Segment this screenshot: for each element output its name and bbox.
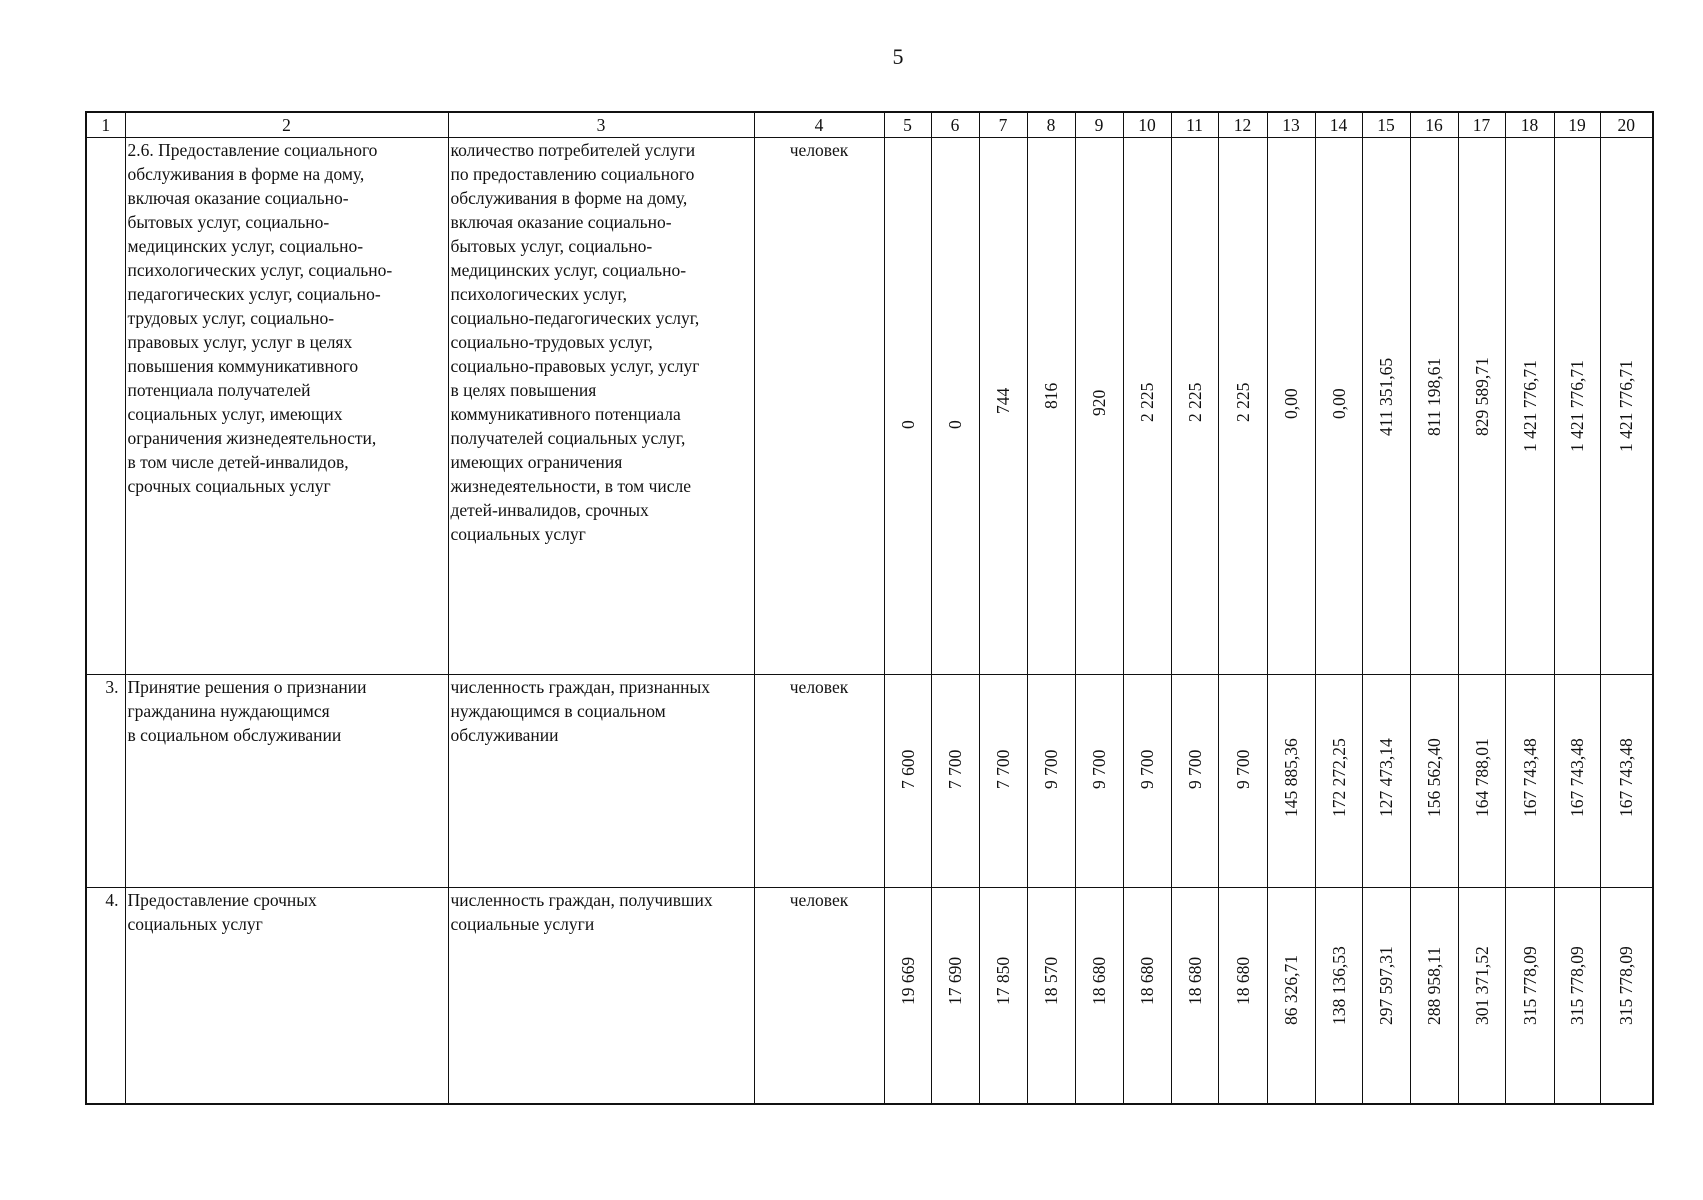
value-text: 18 680 [1232,956,1253,1005]
value-text: 297 597,31 [1376,945,1396,1025]
value-text: 156 562,40 [1424,738,1444,817]
value-text: 1 421 776,71 [1567,360,1587,452]
col-header: 6 [931,112,979,138]
value-cell [931,888,979,1104]
service-name-line: ограничения жизнедеятельности, [127,428,377,448]
value-text: 127 473,14 [1376,738,1396,817]
value-cell [1600,888,1653,1104]
table-row [86,888,1653,1104]
value-cell [884,675,931,888]
value-cell [1267,888,1315,1104]
service-name-line: включая оказание социально- [127,188,349,208]
col-header: 11 [1171,112,1218,138]
indicator-line: социально-правовых услуг, услуг [450,356,700,376]
service-name-line: гражданина нуждающимся [127,701,330,721]
value-cell [1458,675,1505,888]
value-text: 138 136,53 [1328,945,1349,1025]
value-text: 816 [1041,382,1061,409]
service-name-line: потенциала получателей [127,380,311,400]
indicator-line: имеющих ограничения [450,452,623,472]
service-name-line: в социальном обслуживании [127,725,342,745]
value-text: 829 589,71 [1471,357,1492,436]
service-name-line: правовых услуг, услуг в целях [127,332,353,352]
service-name [125,675,448,888]
value-cell [1600,675,1653,888]
service-name-line: социальных услуг, имеющих [127,404,343,424]
value-text: 7 600 [897,749,918,789]
value-text: 2 225 [1232,382,1253,422]
value-cell [979,888,1027,1104]
value-text: 19 669 [897,956,918,1005]
indicator-name [448,675,754,888]
col-header: 12 [1218,112,1267,138]
service-name-line: срочных социальных услуг [127,476,331,496]
value-cell [884,888,931,1104]
value-text: 17 690 [945,956,965,1005]
col-header: 15 [1362,112,1410,138]
value-cell [979,138,1027,675]
value-text: 7 700 [945,749,965,789]
col-header: 4 [754,112,884,138]
indicator-name [448,138,754,675]
indicator-name [448,888,754,1104]
table-row [86,675,1653,888]
value-cell [1027,675,1075,888]
value-text: 18 680 [1089,956,1109,1005]
value-cell [1123,138,1171,675]
value-cell [1362,675,1410,888]
unit-of-measure: человек [754,675,884,888]
value-text: 411 351,65 [1376,357,1396,436]
value-text: 18 570 [1041,956,1061,1005]
value-cell [1505,888,1554,1104]
value-cell [1123,888,1171,1104]
value-cell [1171,138,1218,675]
page-number: 5 [892,44,904,69]
value-cell [1410,675,1458,888]
value-cell [1218,888,1267,1104]
col-header: 9 [1075,112,1123,138]
indicator-line: психологических услуг, [450,284,627,304]
service-name-line: Предоставление срочных [127,890,317,910]
value-cell [1554,888,1600,1104]
indicator-line: нуждающимся в социальном [450,701,666,721]
value-cell [884,138,931,675]
value-text: 17 850 [993,956,1013,1005]
value-cell [1075,675,1123,888]
value-text: 1 421 776,71 [1519,360,1540,452]
col-header: 20 [1600,112,1653,138]
value-text: 315 778,09 [1616,945,1637,1025]
value-cell [1410,888,1458,1104]
value-text: 167 743,48 [1519,738,1540,817]
indicator-line: численность граждан, получивших [450,890,713,910]
indicator-line: количество потребителей услуги [450,140,696,160]
value-text: 18 680 [1137,956,1157,1005]
value-cell [1315,675,1362,888]
service-name-line: медицинских услуг, социально- [127,236,364,256]
value-text: 7 700 [993,749,1013,789]
indicator-line: жизнедеятельности, в том числе [450,476,692,496]
indicator-line: социально-педагогических услуг, [450,308,700,328]
value-cell [1458,888,1505,1104]
col-header: 1 [86,112,125,138]
indicator-line: в целях повышения [450,380,597,400]
service-name [125,888,448,1104]
service-name [125,138,448,675]
indicator-line: получателей социальных услуг, [450,428,686,448]
indicator-line: социальные услуги [450,914,595,934]
value-cell [1458,138,1505,675]
value-cell [1027,138,1075,675]
indicator-line: численность граждан, признанных [450,677,710,697]
indicator-line: бытовых услуг, социально- [450,236,653,256]
row-number: 4. [86,888,125,1104]
col-header: 7 [979,112,1027,138]
value-text: 811 198,61 [1424,357,1444,436]
indicator-line: социальных услуг [450,524,586,544]
value-text: 744 [993,387,1013,414]
value-text: 315 778,09 [1567,945,1587,1025]
value-cell [1171,888,1218,1104]
value-text: 315 778,09 [1519,945,1540,1025]
value-text: 164 788,01 [1471,738,1492,817]
value-cell [1315,888,1362,1104]
indicator-line: социально-трудовых услуг, [450,332,653,352]
value-cell [1267,675,1315,888]
value-cell [1075,888,1123,1104]
value-text: 0 [897,420,918,429]
value-cell [931,675,979,888]
value-text: 86 326,71 [1281,954,1301,1025]
indicator-line: обслуживании [450,725,559,745]
value-text: 288 958,11 [1424,946,1444,1025]
col-header: 8 [1027,112,1075,138]
value-text: 301 371,52 [1471,945,1492,1025]
value-text: 145 885,36 [1281,738,1301,817]
value-cell [1600,138,1653,675]
col-header: 14 [1315,112,1362,138]
service-name-line: психологических услуг, социально- [127,260,393,280]
value-text: 0,00 [1281,388,1301,419]
indicator-line: включая оказание социально- [450,212,672,232]
service-name-line: обслуживания в форме на дому, [127,164,365,184]
value-text: 9 700 [1184,749,1205,789]
value-cell [931,138,979,675]
value-cell [1315,138,1362,675]
value-cell [1171,675,1218,888]
col-header: 19 [1554,112,1600,138]
col-header: 2 [125,112,448,138]
indicator-line: коммуникативного потенциала [450,404,681,424]
value-text: 9 700 [1232,749,1253,789]
value-text: 0 [945,420,965,429]
value-cell [1027,888,1075,1104]
row-number [86,138,125,675]
col-header: 13 [1267,112,1315,138]
value-cell [1362,888,1410,1104]
value-cell [979,675,1027,888]
unit-of-measure: человек [754,138,884,675]
value-cell [1218,138,1267,675]
col-header: 5 [884,112,931,138]
services-table [85,111,1654,1105]
column-number-row [86,112,1653,138]
service-name-line: в том числе детей-инвалидов, [127,452,349,472]
value-text: 0,00 [1328,388,1349,419]
col-header: 3 [448,112,754,138]
value-cell [1554,675,1600,888]
col-header: 10 [1123,112,1171,138]
value-cell [1410,138,1458,675]
indicator-line: обслуживания в форме на дому, [450,188,688,208]
col-header: 17 [1458,112,1505,138]
service-name-line: 2.6. Предоставление социального [127,140,378,160]
value-cell [1362,138,1410,675]
value-text: 2 225 [1184,382,1205,422]
service-name-line: педагогических услуг, социально- [127,284,381,304]
value-cell [1267,138,1315,675]
value-text: 2 225 [1137,382,1157,422]
value-text: 920 [1089,389,1109,416]
value-text: 172 272,25 [1328,738,1349,817]
value-text: 9 700 [1137,749,1157,789]
value-cell [1075,138,1123,675]
value-text: 18 680 [1184,956,1205,1005]
row-number: 3. [86,675,125,888]
value-text: 1 421 776,71 [1616,360,1637,452]
value-text: 9 700 [1089,749,1109,789]
value-text: 167 743,48 [1616,738,1637,817]
service-name-line: социальных услуг [127,914,263,934]
value-cell [1505,675,1554,888]
unit-of-measure: человек [754,888,884,1104]
value-cell [1505,138,1554,675]
value-text: 9 700 [1041,749,1061,789]
value-cell [1218,675,1267,888]
service-name-line: повышения коммуникативного [127,356,359,376]
service-name-line: Принятие решения о признании [127,677,367,697]
value-cell [1123,675,1171,888]
col-header: 18 [1505,112,1554,138]
indicator-line: детей-инвалидов, срочных [450,500,649,520]
table-row [86,138,1653,675]
indicator-line: по предоставлению социального [450,164,695,184]
value-text: 167 743,48 [1567,738,1587,817]
col-header: 16 [1410,112,1458,138]
value-cell [1554,138,1600,675]
indicator-line: медицинских услуг, социально- [450,260,687,280]
service-name-line: бытовых услуг, социально- [127,212,330,232]
service-name-line: трудовых услуг, социально- [127,308,335,328]
